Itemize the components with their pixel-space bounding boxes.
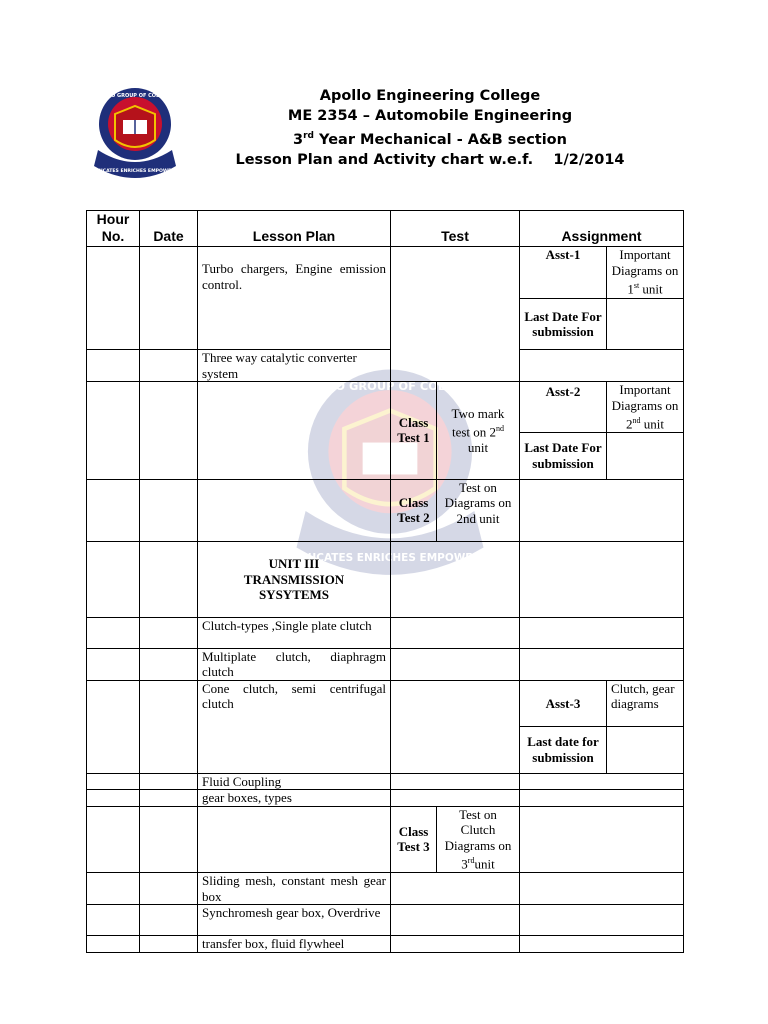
asst3-label: Asst-3 [520,680,607,726]
unit-heading: UNIT III TRANSMISSION SYSYTEMS [198,541,391,617]
col-test-header: Test [391,211,520,247]
lesson-cell: Clutch-types ,Single plate clutch [198,617,391,648]
asst1-desc: Important Diagrams on 1st unit [607,247,684,299]
table-header-row [87,211,684,247]
lesson-cell: Turbo chargers, Engine emission control. [198,247,391,350]
lesson-cell: Sliding mesh, constant mesh gear box [198,873,391,905]
college-name: Apollo Engineering College [319,88,541,104]
asst2-last-date: Last Date For submission [520,432,607,479]
table-row [87,773,684,790]
test-cell-empty [391,247,520,382]
asst2-label: Asst-2 [520,382,607,433]
table-row [87,350,684,382]
class-test-2-desc: Test on Diagrams on 2nd unit [437,479,520,541]
plan-title: Lesson Plan and Activity chart w.e.f. 1/2/2014 [235,151,625,168]
lesson-cell: transfer box, fluid flywheel [198,936,391,953]
asst3-last-date: Last date for submission [520,726,607,773]
svg-text:EDUCATES ENRICHES EMPOWERS: EDUCATES ENRICHES EMPOWERS [291,552,489,565]
class-test-1-label: Class Test 1 [391,382,437,480]
class-test-2-label: Class Test 2 [391,479,437,541]
asst3-desc: Clutch, gear diagrams [607,680,684,726]
course-title: ME 2354 – Automobile Engineering [287,108,573,124]
class-test-3-desc: Test on Clutch Diagrams on 3rdunit [437,806,520,872]
lesson-cell: Fluid Coupling [198,773,391,790]
lesson-cell: Multiplate clutch, diaphragm clutch [198,648,391,680]
table-row [87,680,684,726]
svg-text:APOLLO GROUP OF COLLEGES: APOLLO GROUP OF COLLEGES [294,379,486,394]
table-row [87,479,684,541]
lesson-cell: gear boxes, types [198,790,391,807]
col-assignment-header: Assignment [520,211,684,247]
table-row [87,247,684,299]
asst1-last-date: Last Date For submission [520,299,607,350]
col-date-header: Date [140,211,198,247]
table-row [87,382,684,433]
table-row [87,541,684,617]
svg-text:EDUCATES ENRICHES EMPOWERS: EDUCATES ENRICHES EMPOWERS [92,169,178,174]
class-test-3-label: Class Test 3 [391,806,437,872]
table-row [87,806,684,872]
table-row [87,617,684,648]
svg-text:APOLLO GROUP OF COLLEGES: APOLLO GROUP OF COLLEGES [93,93,177,99]
col-hour-header: Hour No. [87,211,140,247]
asst1-label: Asst-1 [520,247,607,299]
lesson-cell: Synchromesh gear box, Overdrive [198,905,391,936]
lesson-plan-table [86,210,684,953]
asst2-desc: Important Diagrams on 2nd unit [607,382,684,433]
year-section: 3rd Year Mechanical - A&B section [293,131,567,148]
col-lesson-header: Lesson Plan [198,211,391,247]
table-row [87,873,684,905]
college-logo [92,86,178,200]
lesson-cell: Three way catalytic converter system [198,350,391,382]
lesson-cell: Cone clutch, semi centrifugal clutch [198,680,391,773]
table-row [87,936,684,953]
table-row [87,905,684,936]
class-test-1-desc: Two mark test on 2nd unit [437,382,520,480]
table-row [87,648,684,680]
document-header [190,86,670,170]
table-row [87,790,684,807]
